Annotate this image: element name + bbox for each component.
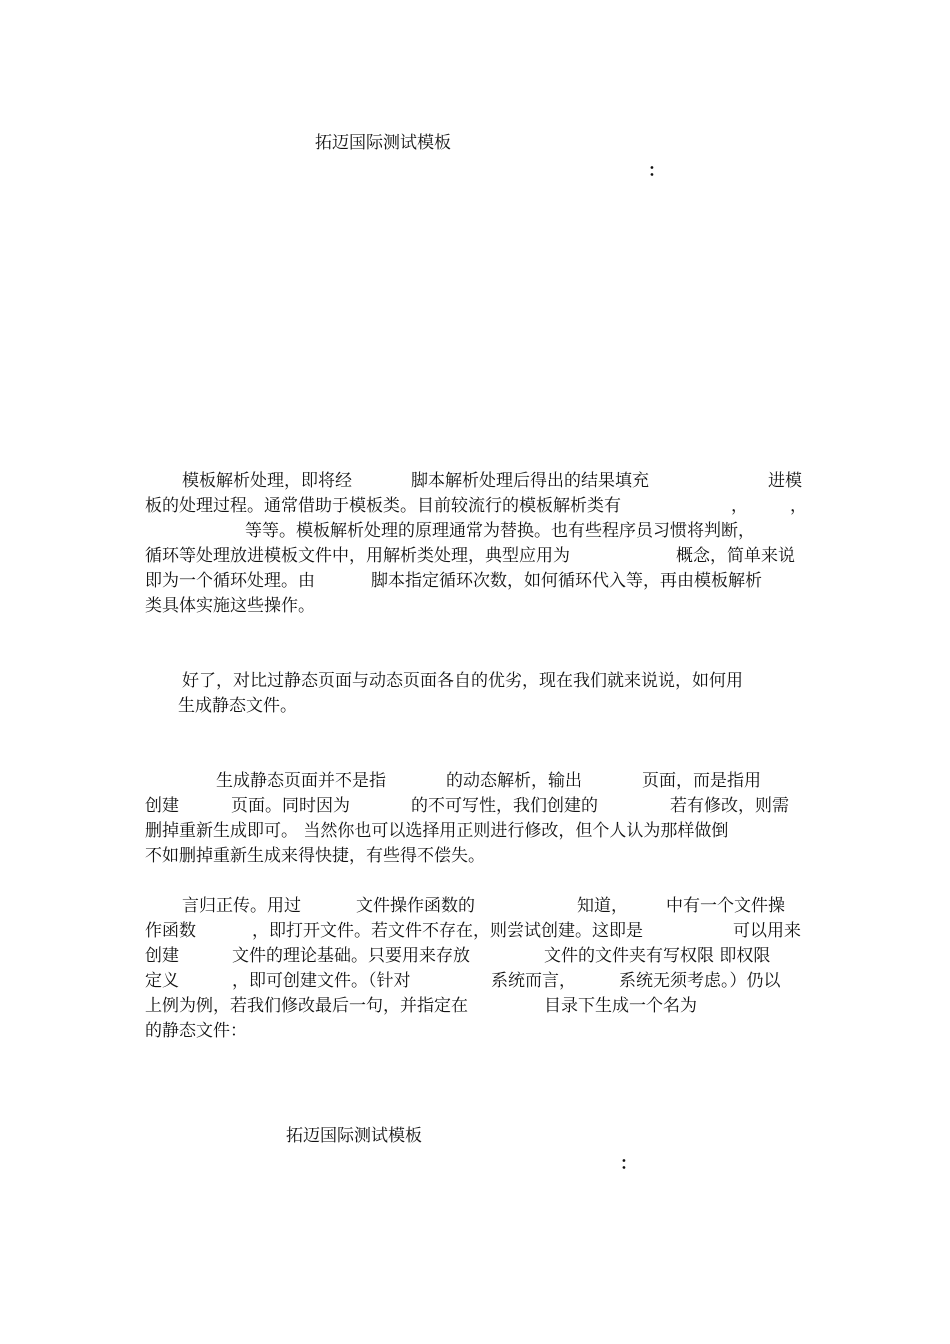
p3-line2-seg4: 若有修改，则需 [670, 796, 789, 816]
p1-line2-seg2: ， [731, 496, 748, 516]
p4-line1-seg3: 知道， [577, 896, 628, 916]
p4-line1-seg4: 中有一个文件操 [666, 896, 785, 916]
header-title-top: 拓迈国际测试模板 [315, 133, 451, 153]
p4-line4-seg4: 系统无须考虑。）仍以 [619, 971, 781, 991]
p1-line4-seg1: 循环等处理放进模板文件中，用解析类处理，典型应用为 [145, 546, 570, 566]
footer-colon-bottom: ： [620, 1154, 637, 1174]
p3-line1-seg2: 的动态解析，输出 [446, 771, 582, 791]
p1-line1-seg1: 模板解析处理，即将经 [182, 471, 352, 491]
p4-line3-seg1: 创建 [145, 946, 179, 966]
p1-line2-seg3: ， [790, 496, 807, 516]
p1-line3-seg1: 等等。模板解析处理的原理通常为替换。也有些程序员习惯将判断， [245, 521, 755, 541]
p2-line2-seg1: 生成静态文件。 [178, 696, 297, 716]
p2-line1-seg1: 好了，对比过静态页面与动态页面各自的优劣，现在我们就来说说，如何用 [182, 671, 743, 691]
p1-line6-seg1: 类具体实施这些操作。 [145, 596, 315, 616]
p1-line4-seg2: 概念，简单来说 [676, 546, 795, 566]
p1-line2-seg1: 板的处理过程。通常借助于模板类。目前较流行的模板解析类有 [145, 496, 621, 516]
p1-line5-seg2: 脚本指定循环次数，如何循环代入等，再由模板解析 [371, 571, 762, 591]
p3-line1-seg1: 生成静态页面并不是指 [216, 771, 386, 791]
p4-line4-seg1: 定义 [145, 971, 179, 991]
p3-line2-seg2: 页面。同时因为 [231, 796, 350, 816]
p4-line1-seg1: 言归正传。用过 [182, 896, 301, 916]
p3-line2-seg3: 的不可写性，我们创建的 [411, 796, 598, 816]
p4-line6-seg1: 的静态文件： [145, 1021, 247, 1041]
p4-line1-seg2: 文件操作函数的 [356, 896, 475, 916]
p1-line1-seg3: 进模 [768, 471, 802, 491]
p4-line2-seg1: 作函数 [145, 921, 196, 941]
p4-line5-seg1: 上例为例，若我们修改最后一句，并指定在 [145, 996, 468, 1016]
p4-line2-seg3: 可以用来 [733, 921, 801, 941]
p4-line5-seg2: 目录下生成一个名为 [544, 996, 697, 1016]
p4-line3-seg2: 文件的理论基础。只要用来存放 [232, 946, 470, 966]
p3-line3-seg1: 删掉重新生成即可。 当然你也可以选择用正则进行修改，但个人认为那样做倒 [145, 821, 729, 841]
p4-line3-seg3: 文件的文件夹有写权限 即权限 [544, 946, 771, 966]
footer-title-bottom: 拓迈国际测试模板 [286, 1126, 422, 1146]
p4-line4-seg3: 系统而言， [491, 971, 576, 991]
p3-line2-seg1: 创建 [145, 796, 179, 816]
p4-line4-seg2: ，即可创建文件。（针对 [232, 971, 411, 991]
p1-line1-seg2: 脚本解析处理后得出的结果填充 [411, 471, 649, 491]
header-colon-top: ： [648, 161, 665, 181]
p1-line5-seg1: 即为一个循环处理。由 [145, 571, 315, 591]
p4-line2-seg2: ，即打开文件。若文件不存在，则尝试创建。这即是 [252, 921, 643, 941]
p3-line1-seg3: 页面，而是指用 [642, 771, 761, 791]
p3-line4-seg1: 不如删掉重新生成来得快捷，有些得不偿失。 [145, 846, 485, 866]
